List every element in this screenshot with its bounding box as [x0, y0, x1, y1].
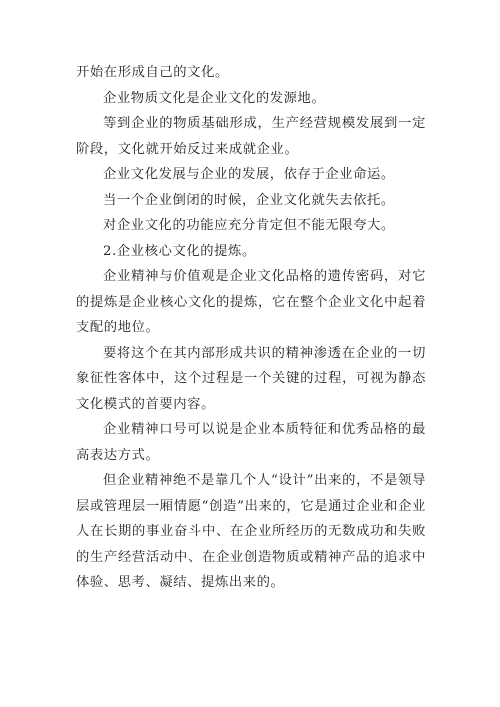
paragraph-3: 等到企业的物质基础形成，生产经营规模发展到一定阶段，文化就开始反过来成就企业。	[76, 116, 426, 157]
paragraph-4: 企业文化发展与企业的发展，依存于企业命运。	[103, 167, 395, 182]
paragraph-8: 企业精神与价值观是企业文化品格的遗传密码，对它的提炼是企业核心文化的提炼，它在整个企业文化中起着支配的地位。	[76, 269, 426, 335]
document-body	[76, 60, 426, 596]
paragraph-6: 对企业文化的功能应充分肯定但不能无限夸大。	[103, 218, 395, 233]
paragraph-2: 企业物质文化是企业文化的发源地。	[103, 90, 326, 106]
section-heading: 2.企业核心文化的提炼。	[103, 243, 256, 259]
paragraph-1: 开始在形成自己的文化。	[76, 65, 229, 80]
paragraph-10: 企业精神口号可以说是企业本质特征和优秀品格的最高表达方式。	[76, 422, 426, 463]
paragraph-5: 当一个企业倒闭的时候，企业文化就失去依托。	[103, 192, 395, 208]
paragraph-9: 要将这个在其内部形成共识的精神渗透在企业的一切象征性客体中，这个过程是一个关键的过程，可视为静态文化模式的首要内容。	[76, 345, 426, 412]
paragraph-11: 但企业精神绝不是靠几个人“设计”出来的，不是领导层或管理层一厢情愿“创造”出来的，它是通过企业和企业人在长期的事业奋斗中、在企业所经历的无数成功和失败的生产经营活动中、在企业创造物质或精神产品的追求中体验、思考、凝结、提炼出来的。	[76, 473, 426, 590]
